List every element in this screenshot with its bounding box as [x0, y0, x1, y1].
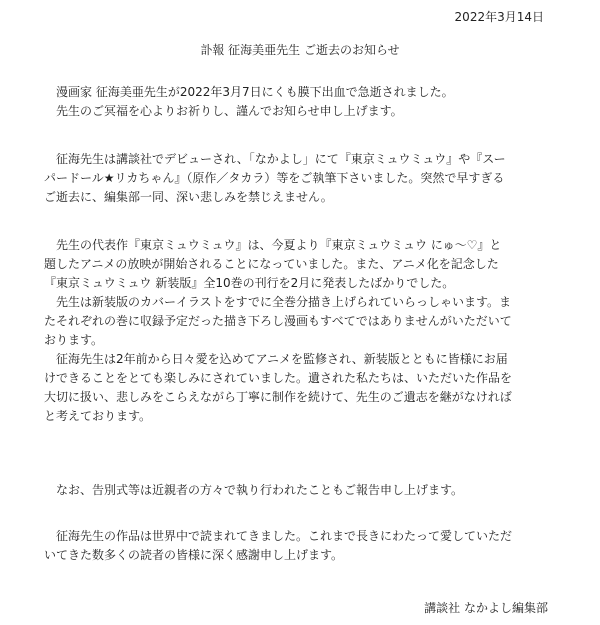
text-line: 大切に扱い、悲しみをこらえながら丁寧に制作を続けて、先生のご遺志を継がなければ: [44, 390, 512, 404]
text-line: 先生の代表作『東京ミュウミュウ』は、今夏より『東京ミュウミュウ にゅ～♡』と: [44, 238, 502, 252]
text-line: なお、告別式等は近親者の方々で執り行われたこともご報告申し上げます。: [44, 483, 464, 497]
paragraph-funeral: [44, 481, 564, 500]
text-line: ご逝去に、編集部一同、深い悲しみを禁じえません。: [44, 190, 333, 204]
text-line: 征海先生の作品は世界中で読まれてきました。これまで長きにわたって愛していただ: [44, 529, 513, 543]
text-line: いてきた数多くの読者の皆様に深く感謝申し上げます。: [44, 548, 344, 562]
paragraph-works: [44, 236, 564, 426]
text-line: 征海先生は2年前から日々愛を込めてアニメを監修され、新装版とともに皆様にお届: [44, 352, 508, 366]
text-line: けできることをとても楽しみにされていました。遺された私たちは、いただいた作品を: [44, 371, 513, 385]
text-line: おります。: [44, 333, 104, 347]
paragraph-gratitude: [44, 527, 564, 565]
text-line: 漫画家 征海美亜先生が2022年3月7日にくも膜下出血で急逝されました。: [44, 85, 454, 99]
text-line: 先生は新装版のカバーイラストをすでに全巻分描き上げられていらっしゃいます。ま: [44, 295, 512, 309]
text-line: 『東京ミュウミュウ 新装版』全10巻の刊行を2月に発表したばかりでした。: [44, 276, 455, 290]
signature: 講談社 なかよし編集部: [424, 601, 548, 615]
text-line: 先生のご冥福を心よりお祈りし、謹んでお知らせ申し上げます。: [44, 104, 403, 118]
paragraph-passing-notice: [44, 83, 564, 121]
text-line: 征海先生は講談社でデビューされ、「なかよし」にて『東京ミュウミュウ』や『スー: [44, 152, 506, 166]
text-line: 題したアニメの放映が開始されることになっていました。また、アニメ化を記念した: [44, 257, 499, 271]
announcement-title: 訃報 征海美亜先生 ご逝去のお知らせ: [200, 43, 400, 57]
text-line: と考えております。: [44, 409, 152, 423]
announcement-date: 2022年3月14日: [454, 10, 544, 24]
text-line: たそれぞれの巻に収録予定だった描き下ろし漫画もすべてではありませんがいただいて: [44, 314, 512, 328]
paragraph-career: [44, 150, 564, 207]
text-line: パードール★リカちゃん』（原作／タカラ）等をご執筆下さいました。突然で早すぎる: [44, 171, 505, 185]
